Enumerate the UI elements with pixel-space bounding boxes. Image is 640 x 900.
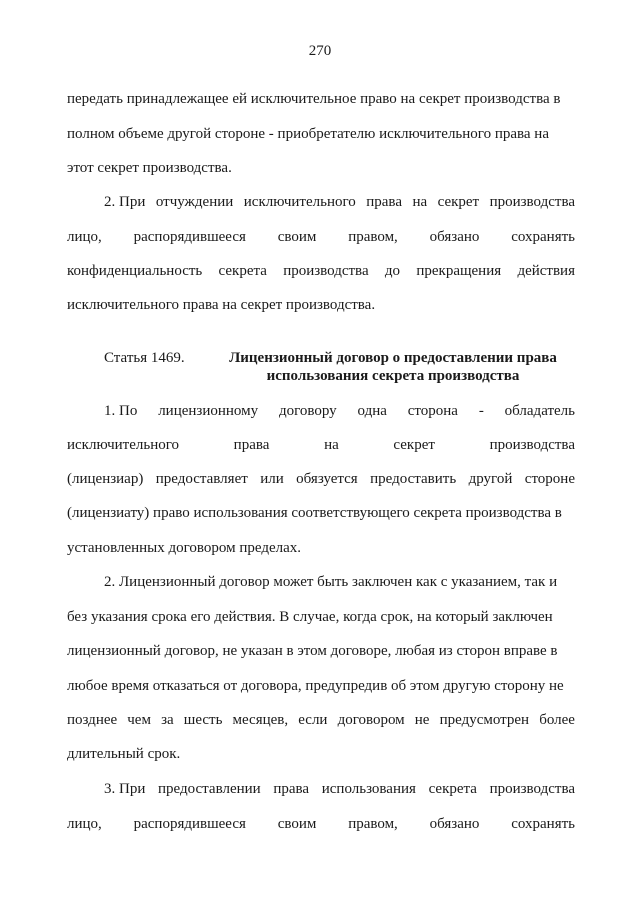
word: одна (357, 403, 387, 419)
word: другой (468, 471, 513, 487)
word: 2. При (104, 194, 146, 210)
word: не (414, 712, 430, 728)
word: более (539, 712, 575, 728)
word: своим (277, 816, 317, 832)
word: лицо, (67, 229, 102, 245)
word: если (298, 712, 328, 728)
para3-line1: 2. Лицензионный договор может быть заключен как с указанием, так и (104, 574, 558, 590)
word: исключительного (243, 194, 356, 210)
word: производства (283, 263, 369, 279)
para3-line3: лицензионный договор, не указан в этом договоре, любая из сторон вправе в (67, 643, 558, 659)
word: использования (321, 781, 416, 797)
word: до (384, 263, 401, 279)
word: договору (278, 403, 337, 419)
word: правом, (348, 229, 398, 245)
word: права (233, 437, 270, 453)
para0-line2: полном объеме другой стороне - приобретателю исключительного права на (67, 126, 549, 142)
word: на (412, 194, 428, 210)
word: за (161, 712, 174, 728)
word: секрета (218, 263, 267, 279)
para1-line3 (67, 262, 575, 280)
para1-line1 (104, 193, 575, 211)
word: правом, (348, 816, 398, 832)
word: секрета (428, 781, 477, 797)
word: лицензионному (158, 403, 259, 419)
word: предоставить (370, 471, 457, 487)
para2-line4: (лицензиату) право использования соответствующего секрета производства в (67, 505, 562, 521)
word: производства (489, 781, 575, 797)
word: (лицензиар) (67, 471, 144, 487)
para2-line5: установленных договором пределах. (67, 540, 302, 556)
para4-line2 (67, 815, 575, 833)
word: действия (517, 263, 575, 279)
article-number: Статья 1469. (104, 350, 185, 366)
word: стороне (524, 471, 575, 487)
word: производства (489, 437, 575, 453)
para4-line1 (104, 780, 575, 798)
word: обладатель (504, 403, 575, 419)
word: конфиденциальность (67, 263, 203, 279)
word: месяцев, (232, 712, 289, 728)
word: предусмотрен (439, 712, 530, 728)
word: предоставлении (158, 781, 261, 797)
word: - (478, 403, 484, 419)
para0-line1: передать принадлежащее ей исключительное право на секрет производства в (67, 91, 561, 107)
word: производства (489, 194, 575, 210)
para0-line3: этот секрет производства. (67, 160, 232, 176)
word: отчуждении (155, 194, 234, 210)
article-title-line1: Лицензионный договор о предоставлении права (229, 350, 557, 366)
word: на (324, 437, 339, 453)
word: шесть (183, 712, 223, 728)
para2-line3 (67, 470, 575, 488)
word: распорядившееся (133, 229, 246, 245)
word: обязано (429, 816, 480, 832)
para3-line4: любое время отказаться от договора, предупредив об этом другую сторону не (67, 678, 564, 694)
word: лицо, (67, 816, 102, 832)
word: 3. При (104, 781, 146, 797)
word: своим (277, 229, 317, 245)
para1-line2 (67, 228, 575, 246)
word: права (366, 194, 402, 210)
word: секрет (393, 437, 435, 453)
para3-line2: без указания срока его действия. В случае, когда срок, на который заключен (67, 609, 553, 625)
word: договором (337, 712, 405, 728)
word: распорядившееся (133, 816, 246, 832)
word: права (273, 781, 310, 797)
word: сохранять (511, 229, 575, 245)
para3-line5 (67, 711, 575, 729)
para2-line2 (67, 436, 575, 454)
word: исключительного (67, 437, 180, 453)
page-number: 270 (308, 43, 332, 59)
para3-line6: длительный срок. (67, 746, 181, 762)
para1-line4: исключительного права на секрет производства. (67, 297, 376, 313)
word: прекращения (416, 263, 502, 279)
word: обязуется (296, 471, 358, 487)
para2-line1 (104, 402, 575, 420)
word: сторона (407, 403, 458, 419)
word: секрет (437, 194, 480, 210)
word: или (260, 471, 284, 487)
word: сохранять (511, 816, 575, 832)
word: предоставляет (155, 471, 248, 487)
word: 1. По (104, 403, 138, 419)
article-title-line2: использования секрета производства (266, 368, 520, 384)
word: чем (127, 712, 151, 728)
word: позднее (67, 712, 118, 728)
word: обязано (429, 229, 480, 245)
